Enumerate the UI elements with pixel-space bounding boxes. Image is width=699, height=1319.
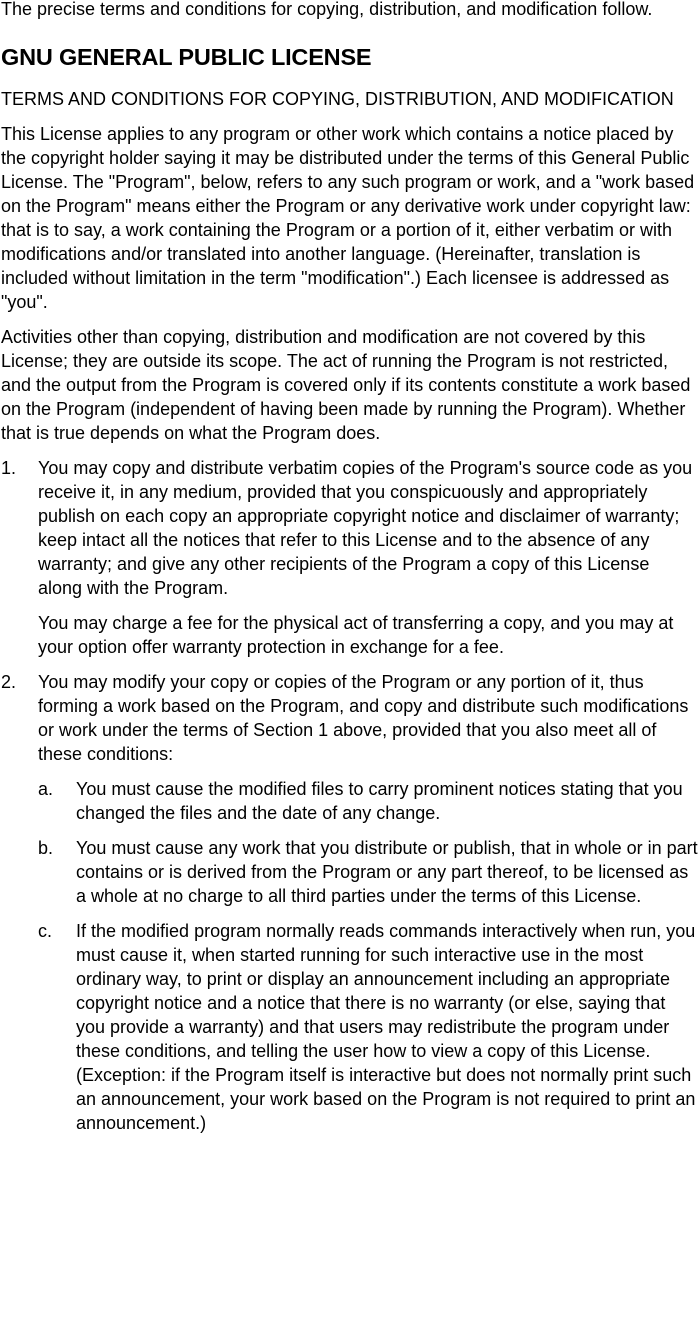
intro-text: The precise terms and conditions for copying, distribution, and modification follow. (1, 0, 653, 19)
list-item (1, 456, 698, 659)
license-heading: GNU GENERAL PUBLIC LICENSE (1, 44, 372, 70)
sublist-item-text: You must cause the modified files to carry prominent notices stating that you changed the files and the date of any change. (76, 778, 683, 823)
sublist-item-text: If the modified program normally reads commands interactively when run, you must cause it, when started running for such interactive use in the most ordinary way, to print or display an announcement including an appropriate copyright notice and a notice that there is no warranty (or else, saying that you provide a warranty) and that users may redistribute the program under these conditions, and telling the user how to view a copy of this License. (Exception: if the Program itself is interactive but does not normally print such an announcement, your work based on the Program is not required to print an announcement.) (76, 920, 696, 1133)
terms-subheading: TERMS AND CONDITIONS FOR COPYING, DISTRIBUTION, AND MODIFICATION (1, 88, 674, 109)
list-item-number: 1. (1, 457, 17, 478)
sublist-item (38, 919, 698, 1135)
sublist-item-letter: a. (38, 778, 54, 799)
sublist-item (38, 836, 698, 908)
list-item-text: You may modify your copy or copies of the Program or any portion of it, thus forming a work based on the Program, and copy and distribute such modifications or work under the terms of Section 1 above, provided that you also meet all of these conditions: (38, 671, 689, 764)
sublist-item-letter: c. (38, 920, 53, 941)
list-item-number: 2. (1, 671, 17, 692)
list-item (1, 670, 698, 1135)
conditions-sublist (38, 777, 698, 1135)
sublist-item-text: You must cause any work that you distribute or publish, that in whole or in part contains or is derived from the Program or any part thereof, to be licensed as a whole at no charge to all third parties under the terms of this License. (76, 837, 698, 906)
terms-list (1, 456, 698, 1135)
paragraph-scope: This License applies to any program or other work which contains a notice placed by the copyright holder saying it may be distributed under the terms of this General Public License. The "Program", below, refers to any such program or work, and a "work based on the Program" means either the Program or any derivative work under copyright law: that is to say, a work containing the Program or a portion of it, either verbatim or with modifications and/or translated into another language. (Hereinafter, translation is included without limitation in the term "modification".) Each licensee is addressed as "you". (1, 123, 695, 312)
list-item-extra-text: You may charge a fee for the physical act of transferring a copy, and you may at your option offer warranty protection in exchange for a fee. (38, 612, 674, 657)
paragraph-activities: Activities other than copying, distribution and modification are not covered by this License; they are outside its scope. The act of running the Program is not restricted, and the output from the Program is covered only if its contents constitute a work based on the Program (independent of having been made by running the Program). Whether that is true depends on what the Program does. (1, 326, 691, 443)
list-item-text: You may copy and distribute verbatim copies of the Program's source code as you receive it, in any medium, provided that you conspicuously and appropriately publish on each copy an appropriate copyright notice and disclaimer of warranty; keep intact all the notices that refer to this License and to the absence of any warranty; and give any other recipients of the Program a copy of this License along with the Program. (38, 457, 693, 598)
sublist-item-letter: b. (38, 837, 54, 858)
sublist-item (38, 777, 698, 825)
